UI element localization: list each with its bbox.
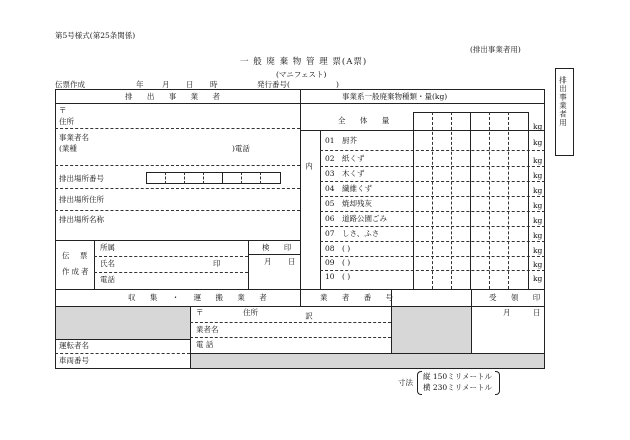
collector-shade-left xyxy=(56,306,190,339)
rule xyxy=(451,112,452,289)
rule xyxy=(94,272,248,273)
discharger-section-title: 排 出 事 業 者 xyxy=(125,92,227,101)
waste-item-name: ( ) xyxy=(342,272,351,281)
rule xyxy=(413,112,414,289)
waste-item-number: 08 xyxy=(325,244,335,253)
rule xyxy=(320,211,545,212)
vehicle-number-label: 車両番号 xyxy=(59,356,89,365)
waste-item-unit: kg xyxy=(533,171,543,180)
rule xyxy=(320,130,321,289)
collector-postal: 〒 xyxy=(196,308,204,317)
waste-item-unit: kg xyxy=(533,231,543,240)
side-label: 排出事業者用 xyxy=(558,76,568,127)
rule xyxy=(184,172,185,184)
waste-section-title: 事業系一般廃棄物種類・量(kg) xyxy=(342,92,448,101)
site-number-label: 排出場所番号 xyxy=(59,174,104,183)
receipt-seal-title: 受 領 印 xyxy=(489,293,547,302)
collector-address-label: 住所 xyxy=(243,308,258,317)
dimensions-height: 縦 150ミリメートル xyxy=(423,372,493,381)
collector-company-label: 業者名 xyxy=(196,325,219,334)
waste-item-name: 紙くず xyxy=(342,154,365,163)
rule xyxy=(470,112,471,289)
waste-breakdown-label: 内 訳 xyxy=(304,162,314,390)
rule xyxy=(320,196,545,197)
discharger-phone-label: )電話 xyxy=(232,144,250,153)
rule xyxy=(165,172,166,184)
rule xyxy=(320,226,545,227)
dimensions-label: 寸法 xyxy=(398,378,413,387)
main-divider xyxy=(300,89,301,289)
waste-item-name: 焼却残灰 xyxy=(342,199,372,208)
rule xyxy=(94,240,95,289)
rule xyxy=(320,150,545,151)
waste-item-number: 04 xyxy=(325,184,335,193)
rule xyxy=(222,172,223,184)
waste-item-unit: kg xyxy=(533,156,543,165)
dimensions-width: 横 230ミリメートル xyxy=(423,383,493,392)
waste-item-unit: kg xyxy=(533,260,543,269)
rule xyxy=(203,172,204,184)
rule xyxy=(248,254,300,255)
waste-total-label: 全 体 量 xyxy=(338,116,396,125)
rule xyxy=(489,112,490,289)
rule xyxy=(508,112,509,289)
waste-item-name: ( ) xyxy=(342,258,351,267)
dimensions-brace-right xyxy=(495,371,500,395)
waste-item-number: 02 xyxy=(325,154,335,163)
collector-phone-label: 電 話 xyxy=(196,340,214,349)
form-subtitle: (マニフェスト) xyxy=(276,70,327,79)
total-unit: kg xyxy=(533,122,543,131)
rule xyxy=(300,289,301,306)
waste-item-number: 07 xyxy=(325,229,335,238)
discharger-business-type-label: (業種 xyxy=(59,144,77,153)
waste-item-name: 繊維くず xyxy=(342,184,372,193)
operator-number-title: 業 者 番 号 xyxy=(320,293,400,302)
rule xyxy=(432,112,433,289)
operator-number-shade xyxy=(391,306,471,353)
dimensions-brace-left xyxy=(417,371,422,395)
discharger-address-label: 住所 xyxy=(59,117,74,126)
waste-item-number: 10 xyxy=(325,272,335,281)
discharger-postal: 〒 xyxy=(59,106,67,115)
rule xyxy=(55,240,300,241)
waste-item-unit: kg xyxy=(533,186,543,195)
inspection-day: 日 xyxy=(288,257,296,266)
waste-item-unit: kg xyxy=(533,201,543,210)
rule xyxy=(55,103,545,104)
waste-item-unit: kg xyxy=(533,138,543,147)
waste-item-unit: kg xyxy=(533,216,543,225)
rule xyxy=(248,240,249,289)
issue-number-close: ) xyxy=(336,80,339,89)
rule xyxy=(55,353,190,354)
rule xyxy=(471,289,472,353)
rule xyxy=(241,172,242,184)
rule xyxy=(94,256,248,257)
waste-item-name: 厨芥 xyxy=(342,136,357,145)
rule xyxy=(320,270,545,271)
rule xyxy=(55,210,300,211)
rule xyxy=(320,181,545,182)
slip-created-label: 伝票作成 xyxy=(55,80,85,89)
created-year: 年 xyxy=(136,80,144,89)
rule xyxy=(55,339,190,340)
waste-item-number: 05 xyxy=(325,199,335,208)
discharger-company-label: 事業者名 xyxy=(59,133,89,142)
form-number: 第5号様式(第25条関係) xyxy=(55,31,136,40)
rule xyxy=(260,172,261,184)
waste-item-name: 道路公園ごみ xyxy=(342,214,387,223)
rule xyxy=(190,337,391,338)
driver-name-label: 運転者名 xyxy=(59,341,89,350)
waste-item-number: 01 xyxy=(325,136,335,145)
collector-shade-bottom xyxy=(190,353,544,368)
rule xyxy=(528,112,529,289)
creator-name-label: 氏名 xyxy=(100,259,115,268)
slip-creator-label-2: 作成者 xyxy=(62,267,91,276)
rule xyxy=(320,166,545,167)
waste-item-unit: kg xyxy=(533,274,543,283)
form-title: 一 般 廃 棄 物 管 理 票(A票) xyxy=(240,57,368,67)
slip-creator-label-1: 伝 票 xyxy=(62,251,92,260)
creator-seal-label: 印 xyxy=(213,259,221,268)
receipt-month: 月 xyxy=(503,308,511,317)
rule xyxy=(55,188,300,189)
usage-label: (排出事業者用) xyxy=(470,45,521,54)
created-month: 月 xyxy=(162,80,170,89)
waste-item-name: しさ、ふさ xyxy=(342,229,380,238)
waste-item-number: 06 xyxy=(325,214,335,223)
rule xyxy=(55,128,300,129)
waste-item-number: 03 xyxy=(325,169,335,178)
creator-affiliation-label: 所属 xyxy=(100,243,115,252)
site-address-label: 排出場所住所 xyxy=(59,195,104,204)
receipt-day: 日 xyxy=(533,308,541,317)
site-name-label: 排出場所名称 xyxy=(59,215,104,224)
inspection-seal-label: 検 印 xyxy=(262,243,298,252)
inspection-month: 月 xyxy=(264,257,272,266)
created-day: 日 xyxy=(186,80,194,89)
creator-phone-label: 電話 xyxy=(100,275,115,284)
waste-item-name: ( ) xyxy=(342,244,351,253)
collector-section-title: 収 集 ・ 運 搬 業 者 xyxy=(128,293,273,302)
rule xyxy=(320,256,545,257)
rule xyxy=(190,322,391,323)
waste-item-number: 09 xyxy=(325,258,335,267)
rule xyxy=(320,241,545,242)
rule xyxy=(190,353,545,354)
waste-item-name: 木くず xyxy=(342,169,365,178)
waste-item-unit: kg xyxy=(533,246,543,255)
rule xyxy=(55,165,300,166)
issue-number-label: 発行番号( xyxy=(257,80,290,89)
created-hour: 時 xyxy=(210,80,218,89)
